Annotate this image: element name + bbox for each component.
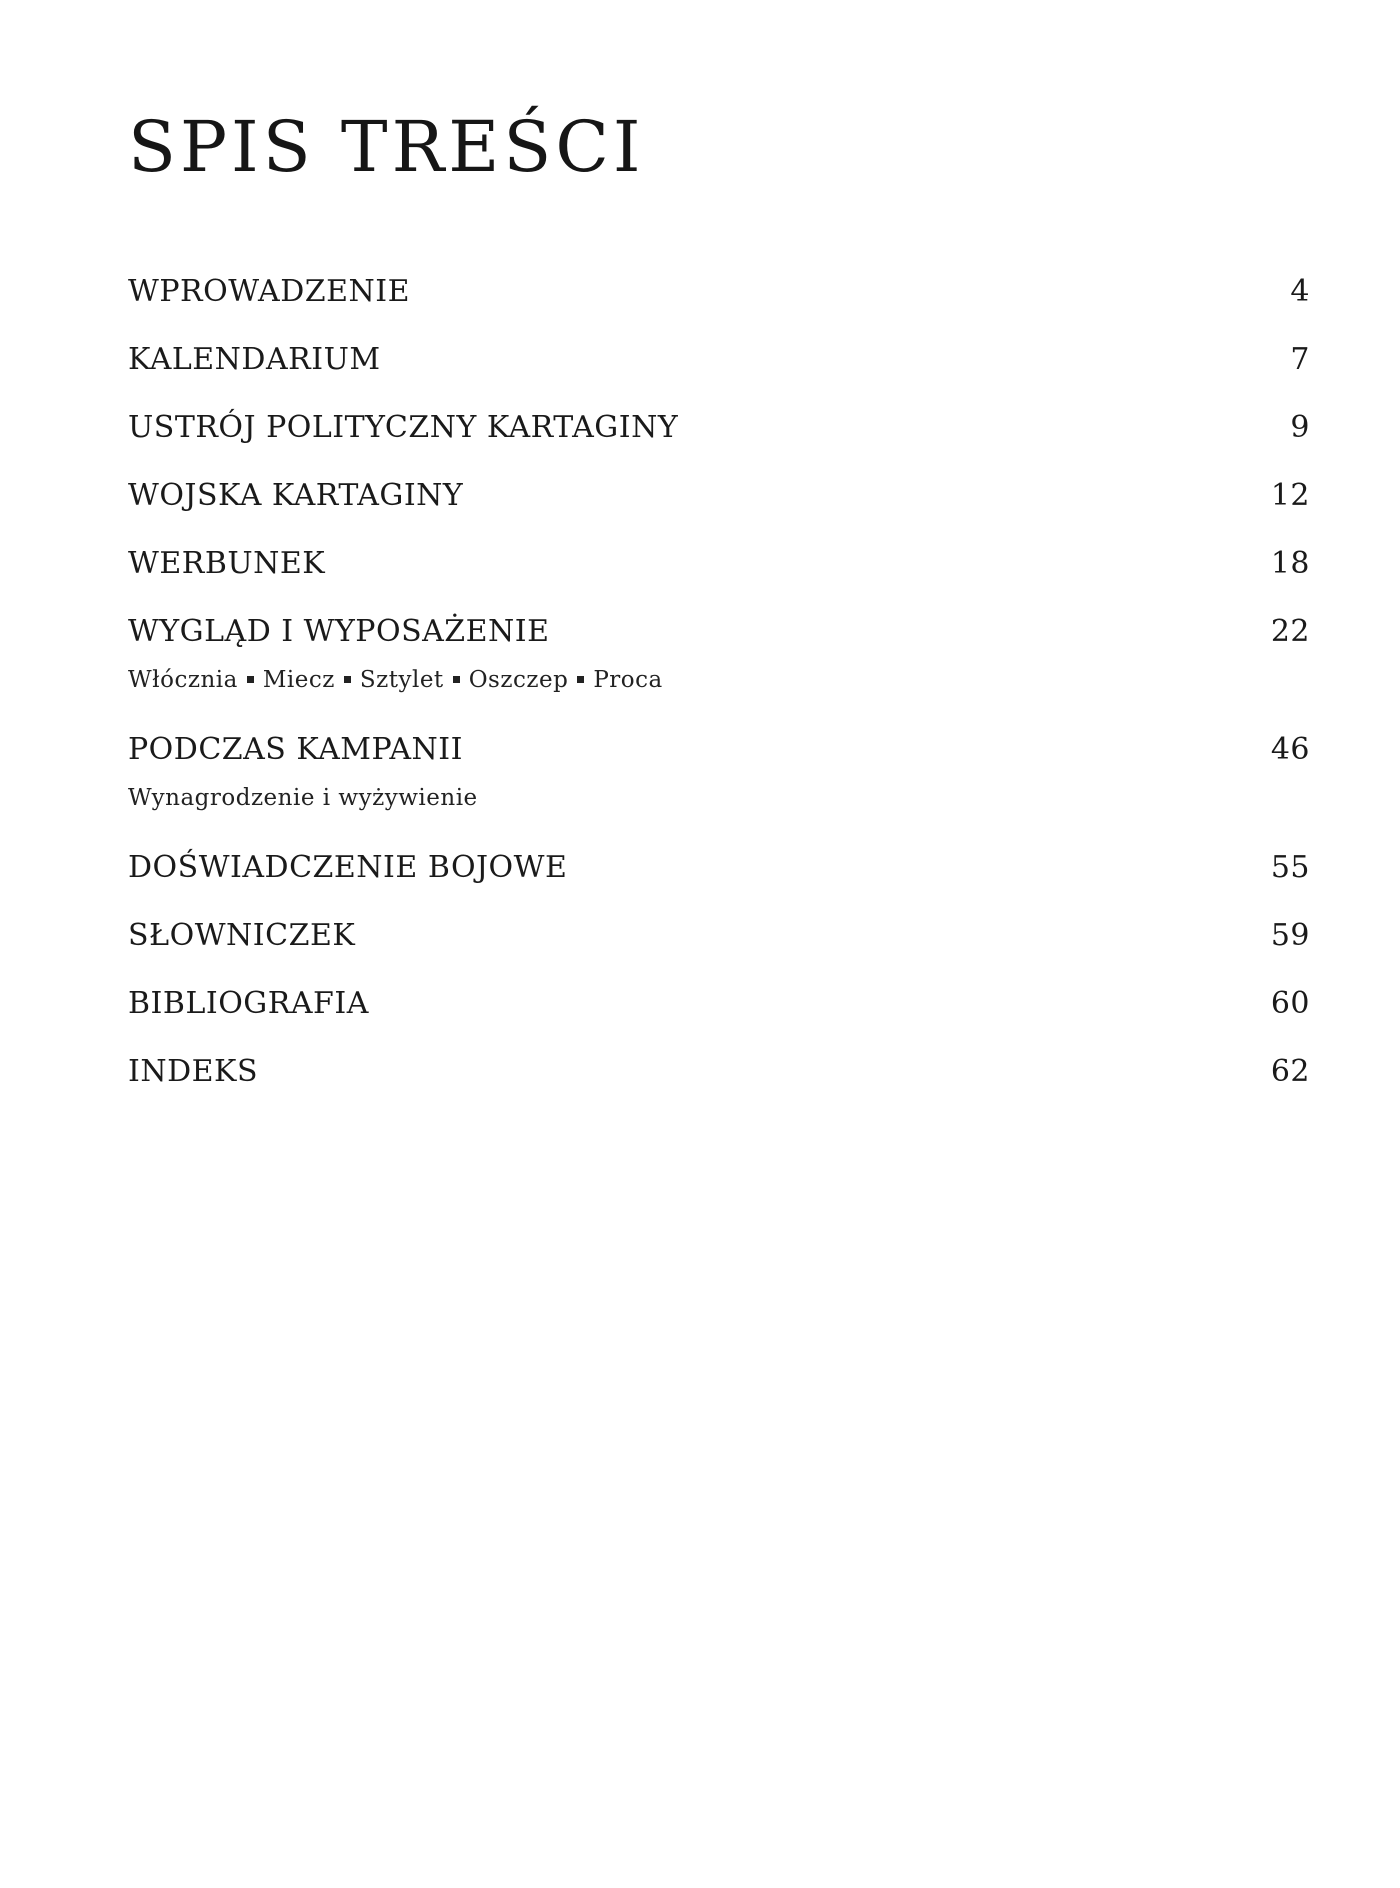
- toc-entry-page: 60: [1270, 986, 1310, 1021]
- toc-entry-podczas-kampanii[interactable]: [128, 730, 1310, 786]
- table-of-contents: [128, 272, 1310, 1120]
- toc-entry-label: WPROWADZENIE: [128, 274, 411, 309]
- toc-subentry[interactable]: Miecz: [262, 667, 335, 693]
- toc-entry-kalendarium[interactable]: [128, 340, 1310, 408]
- toc-entry-label: WOJSKA KARTAGINY: [128, 478, 464, 513]
- toc-subentry[interactable]: Oszczep: [468, 667, 569, 693]
- toc-entry-label: KALENDARIUM: [128, 342, 381, 377]
- bullet-separator: [344, 676, 351, 683]
- toc-entry-page: 12: [1270, 478, 1310, 513]
- toc-entry-doswiadczenie[interactable]: [128, 848, 1310, 916]
- toc-entry-label: DOŚWIADCZENIE BOJOWE: [128, 850, 568, 885]
- toc-entry-page: 55: [1270, 850, 1310, 885]
- toc-entry-page: 59: [1270, 918, 1310, 953]
- toc-entry-page: 7: [1290, 342, 1310, 377]
- toc-entry-page: 22: [1270, 614, 1310, 649]
- bullet-separator: [453, 676, 460, 683]
- toc-entry-label: WYGLĄD I WYPOSAŻENIE: [128, 614, 550, 649]
- toc-entry-label: WERBUNEK: [128, 546, 326, 581]
- toc-entry-page: 46: [1270, 732, 1310, 767]
- toc-entry-label: PODCZAS KAMPANII: [128, 732, 464, 767]
- toc-entry-label: SŁOWNICZEK: [128, 918, 356, 953]
- toc-subentry[interactable]: Włócznia: [128, 667, 238, 693]
- toc-subentry[interactable]: Wynagrodzenie i wyżywienie: [128, 785, 478, 811]
- toc-entry-label: USTRÓJ POLITYCZNY KARTAGINY: [128, 410, 679, 445]
- toc-subentries: [128, 666, 1310, 730]
- toc-entry-wojska[interactable]: [128, 476, 1310, 544]
- toc-subentry[interactable]: Proca: [593, 667, 663, 693]
- toc-entry-indeks[interactable]: [128, 1052, 1310, 1120]
- toc-entry-page: 18: [1270, 546, 1310, 581]
- toc-entry-page: 62: [1270, 1054, 1310, 1089]
- toc-entry-wyglad[interactable]: [128, 612, 1310, 668]
- toc-subentry[interactable]: Sztylet: [359, 667, 444, 693]
- toc-entry-wprowadzenie[interactable]: [128, 272, 1310, 340]
- toc-entry-ustroj[interactable]: [128, 408, 1310, 476]
- toc-entry-werbunek[interactable]: [128, 544, 1310, 612]
- toc-entry-slowniczek[interactable]: [128, 916, 1310, 984]
- toc-entry-label: BIBLIOGRAFIA: [128, 986, 369, 1021]
- bullet-separator: [247, 676, 254, 683]
- bullet-separator: [577, 676, 584, 683]
- toc-subentries: [128, 784, 1310, 848]
- toc-entry-label: INDEKS: [128, 1054, 259, 1089]
- toc-entry-page: 9: [1290, 410, 1310, 445]
- page-title: SPIS TREŚCI: [128, 106, 645, 188]
- toc-entry-bibliografia[interactable]: [128, 984, 1310, 1052]
- toc-entry-page: 4: [1290, 274, 1310, 309]
